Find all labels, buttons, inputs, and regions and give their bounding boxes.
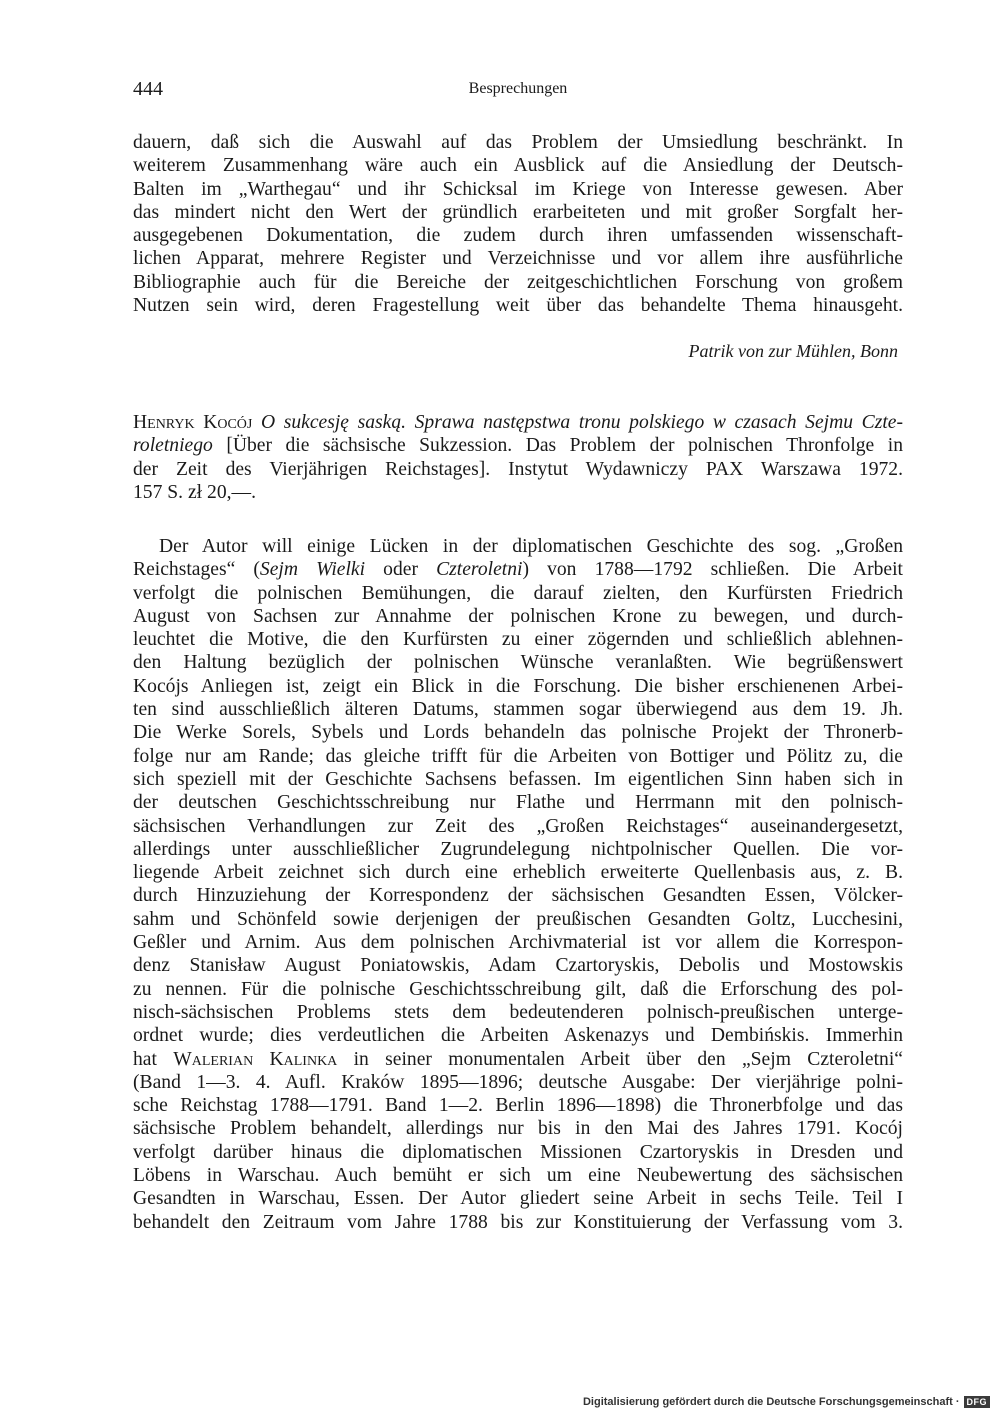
running-title: Besprechungen — [468, 80, 568, 97]
text-line: der deutschen Geschichtsschreibung nur Flathe und Herrmann mit den polnisch- — [133, 792, 903, 814]
dfg-logo: DFG — [964, 1396, 991, 1408]
text-line: zu nennen. Für die polnische Geschichtsschreibung gilt, daß die Erforschung des pol- — [133, 978, 903, 1000]
heading-line — [133, 434, 903, 457]
text-line: sich speziell mit der Geschichte Sachsens befassen. Im eigentlichen Sinn haben sich in — [133, 768, 903, 790]
text-line: allerdings unter ausschließlicher Zugrundelegung nichtpolnischer Quellen. Die vor- — [133, 838, 903, 860]
text-line: nisch-sächsischen Problems stets dem bedeutenderen polnisch-preußischen unterge- — [133, 1001, 903, 1023]
book-author: Henryk Kocój — [133, 412, 253, 433]
text-line: Der Autor will einige Lücken in der diplomatischen Geschichte des sog. „Großen — [159, 536, 903, 557]
italic-term: Sejm Wielki — [259, 559, 366, 581]
text-line: Kocójs Anliegen ist, zeigt ein Blick in die Forschung. Die bisher erschienenen Arbei- — [133, 675, 903, 697]
heading-line: der Zeit des Vierjährigen Reichstages]. Instytut Wydawniczy PAX Warszawa 1972. — [133, 458, 903, 480]
digitization-credit — [583, 1396, 990, 1408]
page-number: 444 — [133, 78, 163, 100]
review-conclusion — [133, 131, 903, 317]
review-heading — [133, 411, 903, 504]
text-line: Die Werke Sorels, Sybels und Lords behandeln das polnische Projekt der Thronerb- — [133, 722, 903, 744]
text-line: durch Hinzuziehung der Korrespondenz der sächsischen Gesandten Essen, Völcker- — [133, 885, 903, 907]
text-line: verfolgt darüber hinaus die diplomatischen Missionen Czartoryskis in Dresden und — [133, 1141, 903, 1163]
text-line: verfolgt die polnischen Bemühungen, die darauf zielten, den Kurfürsten Friedrich — [133, 582, 903, 604]
review-body — [133, 535, 903, 1234]
text-line: Löbens in Warschau. Auch bemüht er sich um eine Neubewertung des sächsischen — [133, 1165, 903, 1187]
text-line: ordnet wurde; dies verdeutlichen die Arbeiten Askenazys und Dembińskis. Immerhin — [133, 1025, 903, 1047]
text-line: Balten im „Warthegau“ und ihr Schicksal im Kriege von Interesse gewesen. Aber — [133, 178, 903, 200]
book-title: O sukcesję saską. Sprawa następstwa tronu polskiego w czasach Sejmu Czte- — [260, 412, 903, 433]
heading-line — [133, 411, 903, 434]
running-head — [133, 78, 903, 104]
text-line: folge nur am Rande; das gleiche trifft für die Arbeiten von Bottiger und Pölitz zu, die — [133, 745, 903, 767]
text-line: ausgegebenen Dokumentation, die zudem durch ihren umfassenden wissenschaft- — [133, 225, 903, 247]
text-line: behandelt den Zeitraum vom Jahre 1788 bis zur Konstituierung der Verfassung vom 3. — [133, 1211, 903, 1233]
text-line: Nutzen sein wird, deren Fragestellung weit über das behandelte Thema hinausgeht. — [133, 295, 903, 317]
text-line: liegende Arbeit zeichnet sich durch eine erheblich erweiterte Quellenbasis aus, z. B. — [133, 862, 903, 884]
text-line: Reichstages“ (Sejm Wielki oder Czteroletni) von 1788—1792 schließen. Die Arbeit — [133, 559, 903, 581]
text-line: August von Sachsen zur Annahme der polnischen Krone zu bewegen, und durch- — [133, 605, 903, 627]
text-line: sächsischen Verhandlungen zur Zeit des „Großen Reichstages“ auseinandergesetzt, — [133, 815, 903, 837]
text-line: (Band 1—3. 4. Aufl. Kraków 1895—1896; deutsche Ausgabe: Der vierjährige polni- — [133, 1071, 903, 1093]
text-line: denz Stanisław August Poniatowskis, Adam Czartoryskis, Debolis und Mostowskis — [133, 955, 903, 977]
heading-line: 157 S. zł 20,—. — [133, 481, 257, 503]
text-line: hat Walerian Kalinka in seiner monumentalen Arbeit über den „Sejm Czteroletni“ — [133, 1048, 903, 1070]
text-line: den Haltung bezüglich der polnischen Wünsche veranlaßten. Wie begrüßenswert — [133, 652, 903, 674]
text-line: sche Reichstag 1788—1791. Band 1—2. Berlin 1896—1898) die Thronerbfolge und das — [133, 1095, 903, 1117]
text-line: lichen Apparat, mehrere Register und Verzeichnisse und vor allem ihre ausführliche — [133, 248, 903, 270]
text-line: das mindert nicht den Wert der gründlich erarbeiteten und mit großer Sorgfalt her- — [133, 201, 903, 223]
text-line: sahm und Schönfeld sowie derjenigen der preußischen Gesandten Goltz, Lucchesini, — [133, 908, 903, 930]
book-title-cont: roletniego — [133, 435, 213, 457]
book-translation: [Über die sächsische Sukzession. Das Problem der polnischen Thronfolge in — [226, 435, 903, 457]
reviewer-signature: Patrik von zur Mühlen, Bonn — [688, 341, 898, 361]
text-line: ten sind ausschließlich älteren Datums, stammen sogar überwiegend aus dem 19. Jh. — [133, 699, 903, 721]
text-line: dauern, daß sich die Auswahl auf das Problem der Umsiedlung beschränkt. In — [133, 132, 903, 153]
text-line: Geßler und Arnim. Aus dem polnischen Archivmaterial ist vor allem die Korrespon- — [133, 932, 903, 954]
author-name: Walerian Kalinka — [173, 1048, 338, 1070]
text-line: Bibliographie auch für die Bereiche der zeitgeschichtlichen Forschung von großem — [133, 271, 903, 293]
text-line: sächsische Problem behandelt, allerdings nur bis in den Mai des Jahres 1791. Kocój — [133, 1118, 903, 1140]
italic-term: Czteroletni — [436, 559, 523, 581]
text-line: leuchtet die Motive, die den Kurfürsten zu einer zögernden und schließlich ablehnen- — [133, 629, 903, 651]
credit-text: Digitalisierung gefördert durch die Deutsche Forschungsgemeinschaft · — [582, 1396, 960, 1408]
text-line: Gesandten in Warschau, Essen. Der Autor gliedert seine Arbeit in sechs Teile. Teil I — [133, 1188, 903, 1210]
text-line: weiterem Zusammenhang wäre auch ein Ausblick auf die Ansiedlung der Deutsch- — [133, 155, 903, 177]
